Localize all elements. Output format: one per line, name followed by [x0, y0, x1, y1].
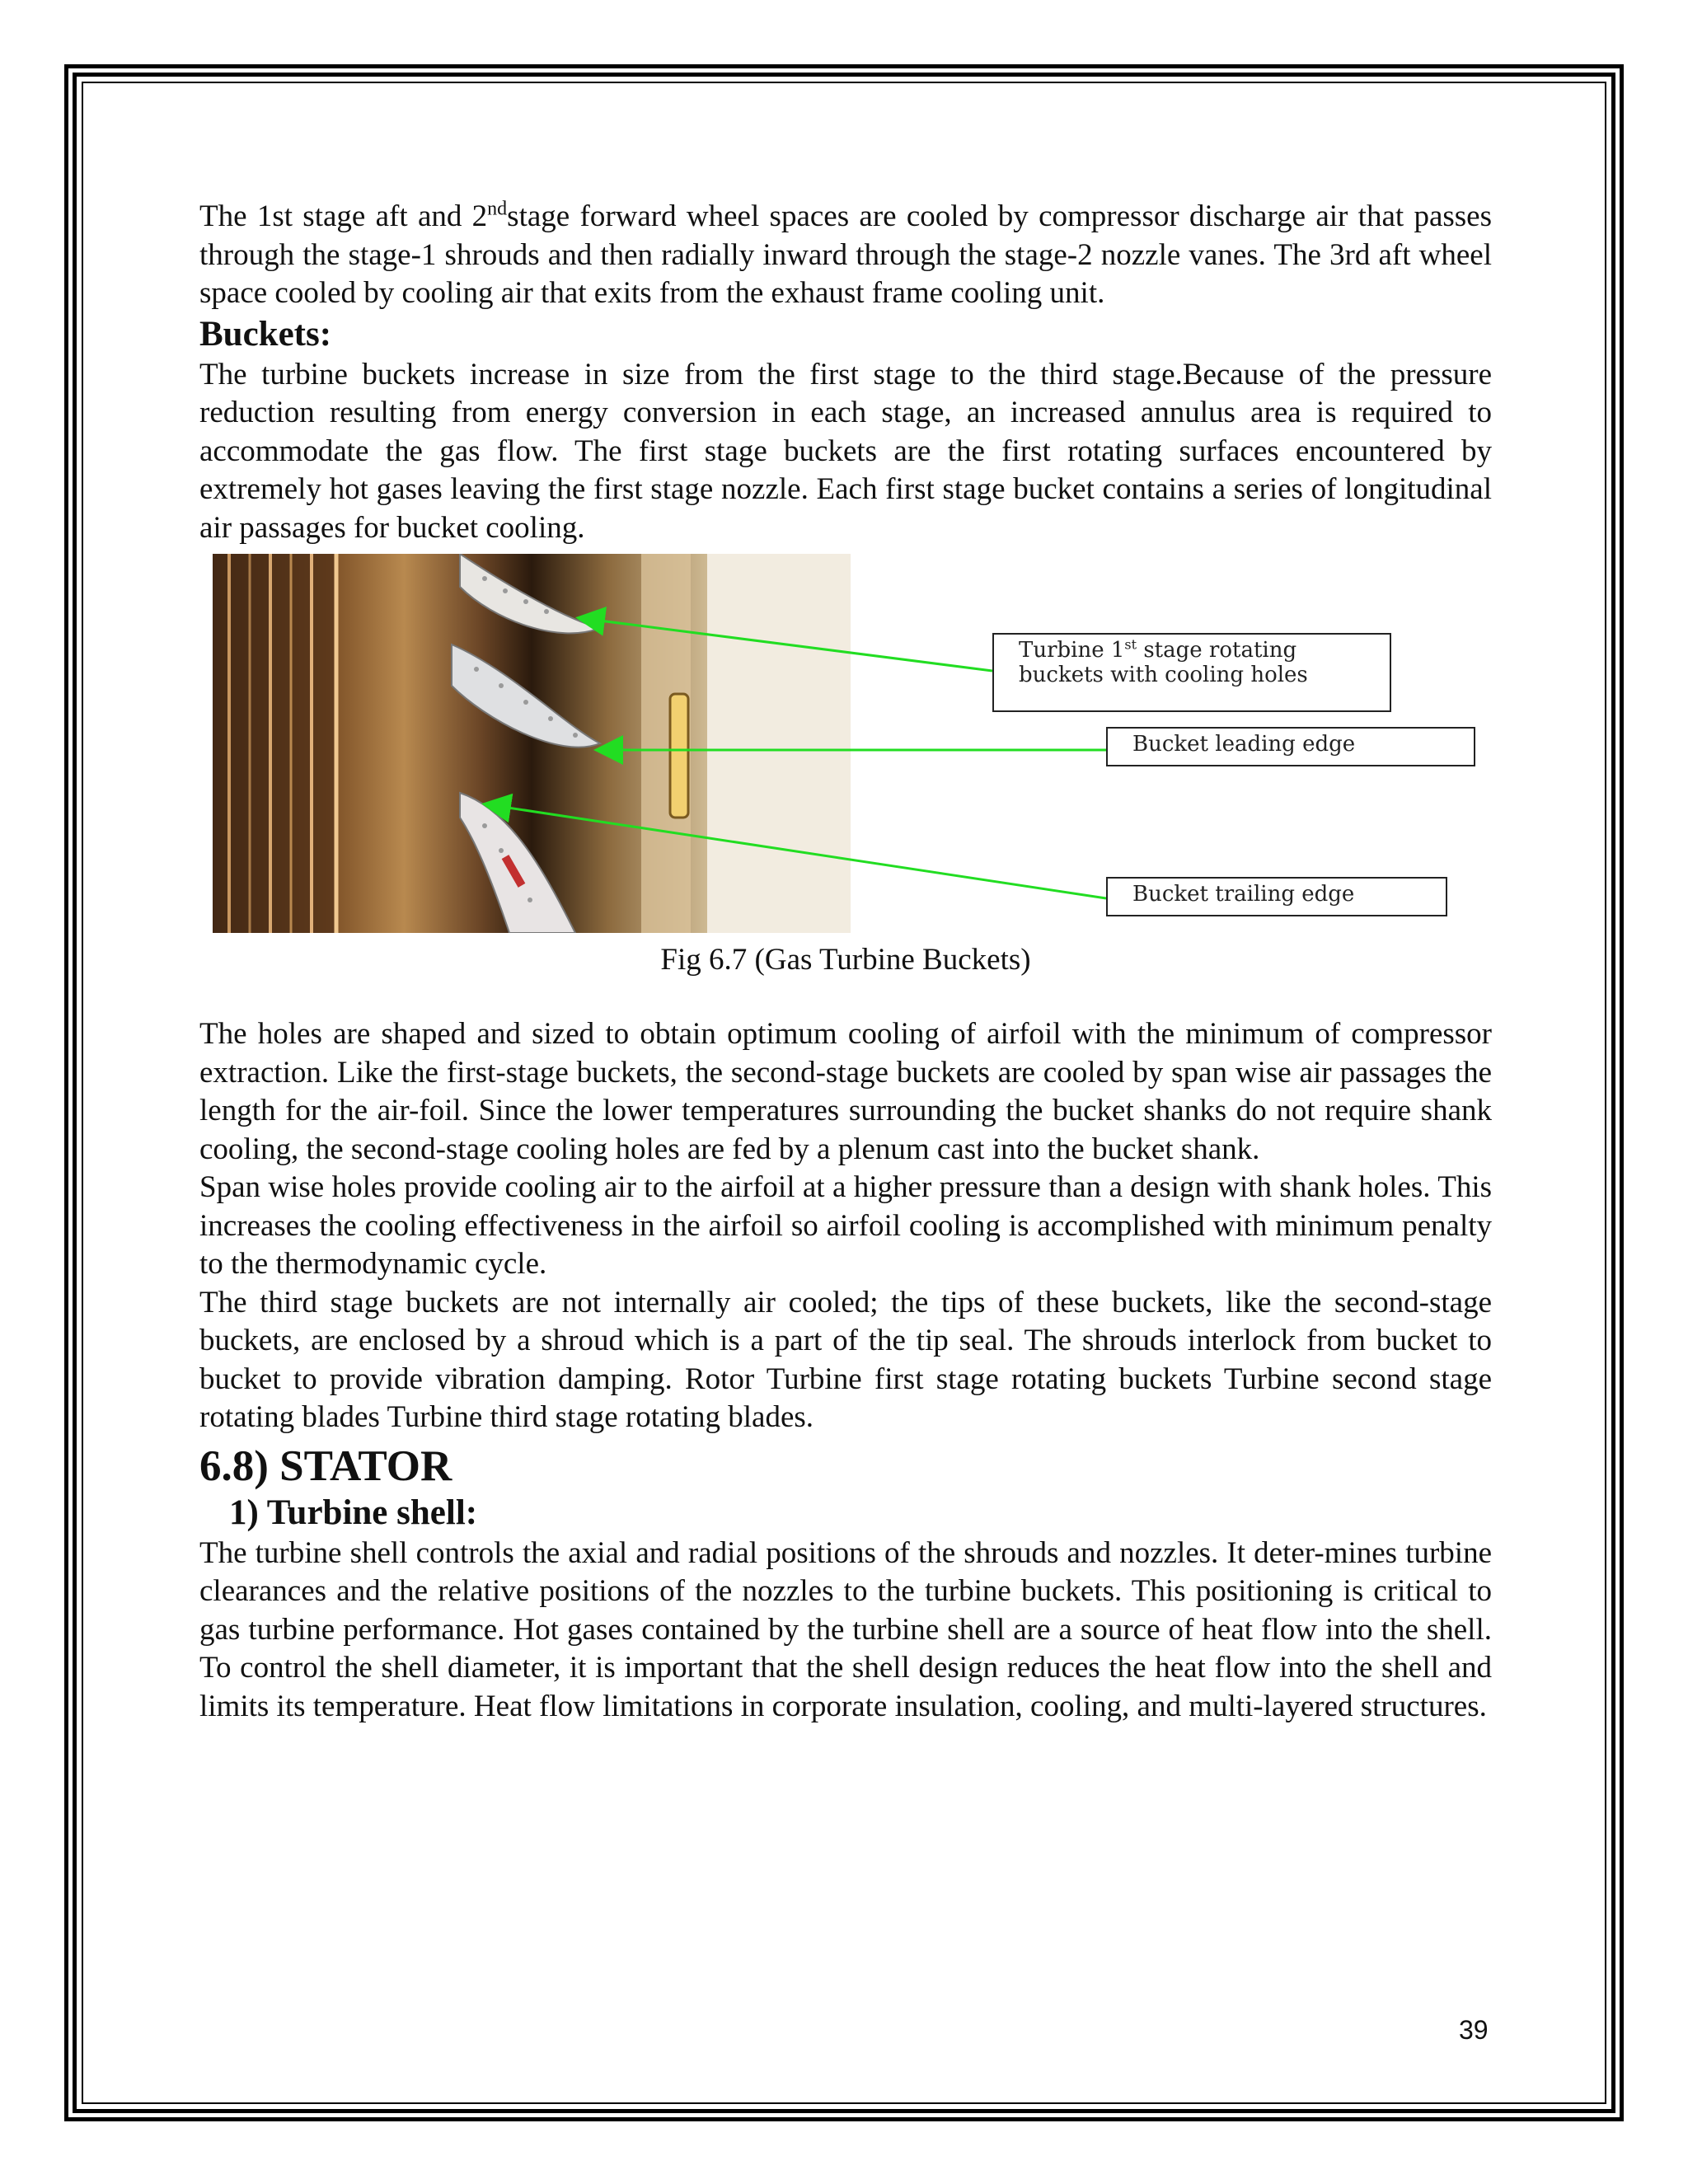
paragraph-wheel-spaces: The 1st stage aft and 2ndstage forward wheel spaces are cooled by compressor discharge air that passes through the stage-1 shrouds and then radially inward through the stage-2 nozzle vanes. The 3rd aft wheel space cooled by cooling air that exits from the exhaust frame cooling unit.: [199, 198, 1492, 310]
paragraph-span-wise-holes: Span wise holes provide cooling air to the airfoil at a higher pressure than a design with shank holes. This increases the cooling effectiveness in the airfoil so airfoil cooling is accomplished with minimum penalty to the thermodynamic cycle.: [199, 1170, 1492, 1281]
heading-stator: 6.8) STATOR: [199, 1441, 452, 1490]
callout-cooling-holes: Turbine 1st stage rotating buckets with cooling holes: [992, 633, 1391, 712]
heading-turbine-shell: 1) Turbine shell:: [229, 1493, 478, 1532]
page-content: [199, 198, 1492, 1726]
callout-trailing-edge: Bucket trailing edge: [1106, 877, 1447, 916]
figure-caption: Fig 6.7 (Gas Turbine Buckets): [660, 943, 1031, 977]
paragraph-holes: The holes are shaped and sized to obtain optimum cooling of airfoil with the minimum of compressor extraction. Like the first-stage buckets, the second-stage buckets are cooled by span wise air passages the length for the air-foil. Since the lower temperatures surrounding the bucket shanks do not require shank cooling, the second-stage cooling holes are fed by a plenum cast into the bucket shank.: [199, 1017, 1492, 1166]
heading-buckets: Buckets:: [199, 314, 332, 354]
paragraph-third-stage: The third stage buckets are not internally air cooled; the tips of these buckets, like the second-stage buckets, are enclosed by a shroud which is a part of the tip seal. The shrouds interlock from bucket to bucket to provide vibration damping. Rotor Turbine first stage rotating buckets Turbine second stage rotating blades Turbine third stage rotating blades.: [199, 1285, 1492, 1434]
paragraph-turbine-shell: The turbine shell controls the axial and radial positions of the shrouds and nozzles. It deter-mines turbine clearances and the relative positions of the nozzles to the turbine buckets. This positioning is critical to gas turbine performance. Hot gases contained by the turbine shell are a source of heat flow into the shell. To control the shell diameter, it is important that the shell design reduces the heat flow into the shell and limits its temperature. Heat flow limitations in corporate insulation, cooling, and multi-layered structures.: [199, 1535, 1492, 1723]
paragraph-buckets-intro: The turbine buckets increase in size from the first stage to the third stage.Because of the pressure reduction resulting from energy conversion in each stage, an increased annulus area is required to accommodate the gas flow. The first stage buckets are the first rotating surfaces encountered by extremely hot gases leaving the first stage nozzle. Each first stage bucket contains a series of longitudinal air passages for bucket cooling.: [199, 357, 1492, 545]
page-number: 39: [1459, 2015, 1489, 2045]
callout-leading-edge: Bucket leading edge: [1106, 727, 1475, 766]
arrow-trailing-edge: [486, 804, 1106, 898]
arrow-cooling-holes: [580, 618, 992, 671]
figure-gas-turbine-buckets: [199, 554, 1492, 982]
